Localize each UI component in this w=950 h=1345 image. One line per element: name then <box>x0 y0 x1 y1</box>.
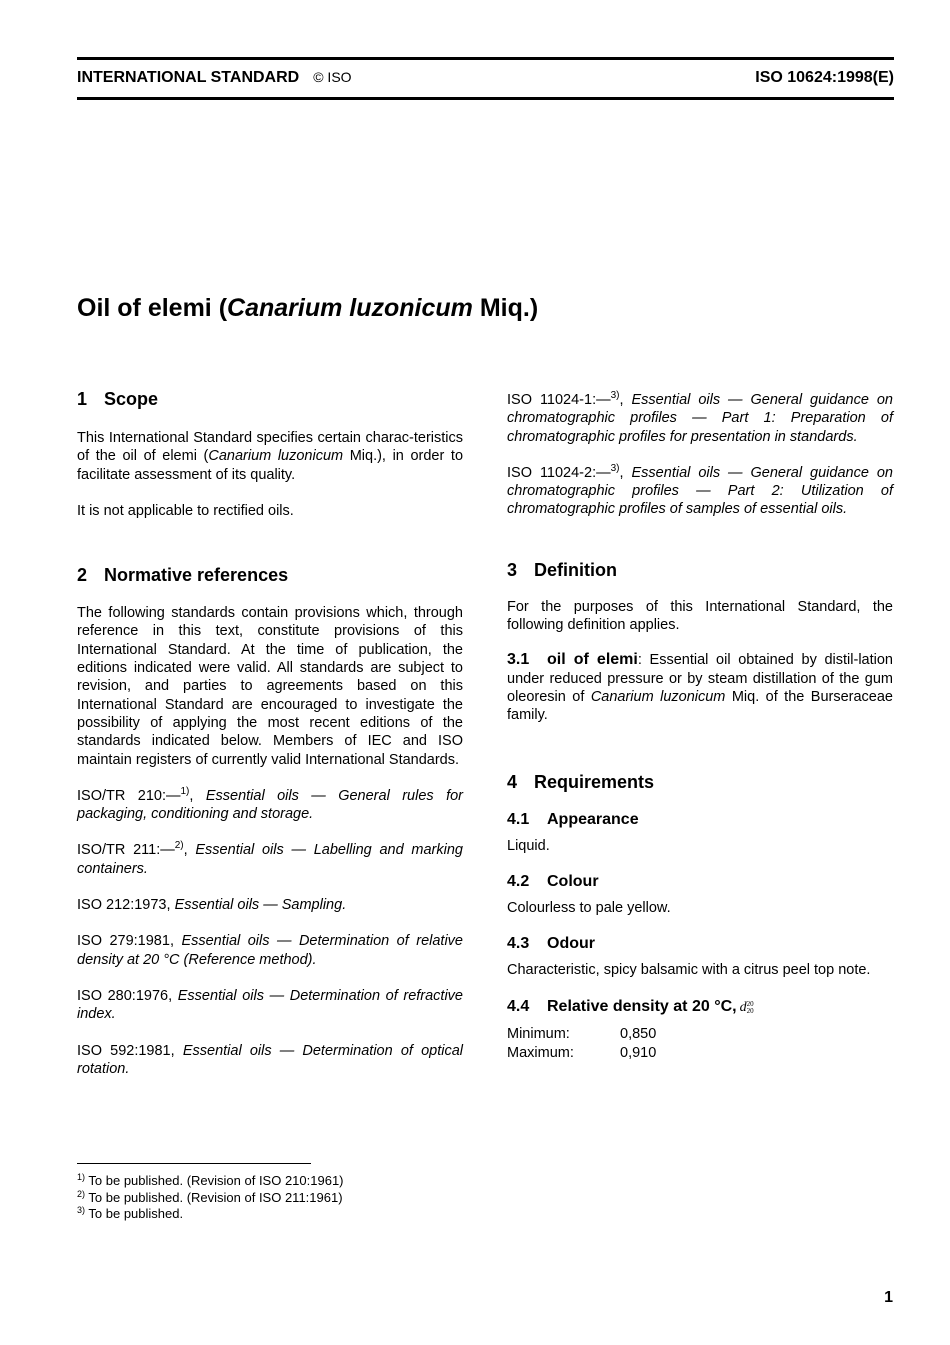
definition-intro: For the purposes of this International Standard, the following definition applies. <box>507 598 893 634</box>
appearance-text: Liquid. <box>507 837 550 854</box>
appearance-heading <box>507 810 893 830</box>
density-symbol-sup: 20 <box>746 1000 754 1009</box>
reference-item: ISO 11024-1:—$^{3)}$, Essential oils — General guidance on chromatographic profiles — Part 1: Preparation of chromatographic profiles for presentation in standards. <box>507 390 893 445</box>
reference-item: ISO 592:1981, Essential oils — Determination of optical rotation. <box>77 1042 463 1077</box>
header-standard-label <box>77 69 352 87</box>
definition-text-a: : Essential oil obtained by distil-lation under reduced pressure or by steam distillation of the gum oleoresin of <box>507 652 893 705</box>
standard-label-text: INTERNATIONAL STANDARD <box>77 69 300 86</box>
reference-title: Essential oils — Sampling. <box>174 897 347 914</box>
density-max-row <box>507 1044 893 1062</box>
density-symbol-letter: d <box>739 1000 747 1016</box>
density-min-row <box>507 1025 893 1043</box>
footnote-item <box>77 1173 344 1190</box>
scope-heading <box>77 388 463 410</box>
reference-item: ISO/TR 211:—$^{2)}$, Essential oils — Labelling and marking containers. <box>77 840 463 877</box>
footnotes <box>77 1173 344 1223</box>
reference-title: Essential oils — Determination of optical rotation. <box>77 1042 463 1077</box>
reference-code: ISO 280:1976 <box>77 987 169 1004</box>
requirements-heading-text: Requirements <box>534 771 655 792</box>
header-doc-number: ISO 10624:1998(E) <box>755 69 894 86</box>
reference-item: ISO/TR 210:—$^{1)}$, Essential oils — General rules for packaging, conditioning and storage. <box>77 785 463 823</box>
definition-heading-text: Definition <box>534 559 617 580</box>
density-min-label: Minimum: <box>507 1026 570 1043</box>
appearance-number: 4.1 <box>507 810 530 828</box>
reference-code: ISO 279:1981 <box>77 933 170 950</box>
requirements-heading <box>507 771 893 793</box>
scope-p1-b: Miq.), in order to facilitate assessment of its quality. <box>77 448 464 483</box>
left-column <box>77 388 463 1078</box>
density-min-value: 0,850 <box>620 1026 657 1043</box>
scope-number: 1 <box>77 389 88 409</box>
colour-heading <box>507 872 893 892</box>
title-prefix: Oil of elemi ( <box>77 294 228 322</box>
odour-heading <box>507 934 893 954</box>
density-symbol-indices <box>747 1001 754 1015</box>
right-column <box>507 391 893 1062</box>
footnote-rule <box>77 1163 311 1164</box>
density-number: 4.4 <box>507 998 530 1016</box>
normative-heading <box>77 564 463 586</box>
scope-p1-a: This International Standard specifies certain charac-teristics of the oil of elemi ( <box>77 430 463 465</box>
scope-paragraph-1 <box>77 429 463 484</box>
copyright-text: © ISO <box>313 69 352 85</box>
reference-item: ISO 11024-2:—$^{3)}$, Essential oils — General guidance on chromatographic profiles — Part 2: Utilization of chromatographic profiles of samples of essential oils. <box>507 462 893 518</box>
reference-note: 2) <box>174 840 184 852</box>
colour-heading-text: Colour <box>547 872 599 890</box>
footnote-item <box>77 1206 344 1223</box>
reference-code: ISO 11024-1:— <box>507 392 611 408</box>
reference-title: Essential oils — Determination of refractive index. <box>77 987 463 1023</box>
reference-title: Essential oils — General guidance on chromatographic profiles — Part 2: Utilization of chromatographic profiles of samples of essential oils. <box>507 464 893 518</box>
reference-title: Essential oils — General rules for packaging, conditioning and storage. <box>77 787 463 823</box>
scope-paragraph-2: It is not applicable to rectified oils. <box>77 502 294 519</box>
footnote-text: To be published. (Revision of ISO 211:1961) <box>88 1189 343 1205</box>
colour-number: 4.2 <box>507 872 530 890</box>
title-species: Canarium luzonicum <box>227 294 473 322</box>
density-symbol <box>740 1000 754 1015</box>
definition-species: Canarium luzonicum <box>590 688 726 705</box>
reference-title: Essential oils — Labelling and marking containers. <box>77 842 463 877</box>
density-heading-text: Relative density at 20 °C, <box>547 998 737 1016</box>
reference-code: ISO 11024-2:— <box>507 464 611 481</box>
reference-code: ISO/TR 211:— <box>77 842 175 859</box>
footnote-mark: 1) <box>77 1172 86 1182</box>
header-bottom-rule <box>77 97 894 100</box>
definition-number: 3 <box>507 559 518 580</box>
page-title <box>77 294 538 323</box>
scope-heading-text: Scope <box>104 389 159 409</box>
density-symbol-sub: 20 <box>746 1007 754 1016</box>
footnote-item <box>77 1190 344 1207</box>
normative-number: 2 <box>77 565 88 586</box>
density-heading <box>507 997 893 1018</box>
odour-text: Characteristic, spicy balsamic with a citrus peel top note. <box>507 962 871 979</box>
reference-item: ISO 212:1973, Essential oils — Sampling. <box>77 897 347 914</box>
reference-note: 1) <box>180 785 190 797</box>
odour-heading-text: Odour <box>547 935 595 953</box>
reference-item: ISO 279:1981, Essential oils — Determination of relative density at 20 °C (Reference method). <box>77 933 463 968</box>
term-name: oil of elemi <box>547 651 638 669</box>
reference-item: ISO 280:1976, Essential oils — Determination of refractive index. <box>77 987 463 1023</box>
density-max-value: 0,910 <box>620 1044 657 1061</box>
footnote-mark: 3) <box>77 1205 86 1215</box>
header-top-rule <box>77 57 894 60</box>
footnote-text: To be published. (Revision of ISO 210:1961) <box>88 1173 344 1188</box>
normative-intro: The following standards contain provisions which, through reference in this text, constitute provisions of this International Standard. At the time of publication, the editions indicated were valid. All standards are subject to revision, and parties to agreements based on this International Standard are encouraged to investigate the possibility of applying the most recent editions of the standards indicated below. Members of IEC and ISO maintain registers of currently valid International Standards. <box>77 605 463 768</box>
reference-title: Essential oils — Determination of relative density at 20 °C (Reference method). <box>77 933 463 968</box>
footnote-text: To be published. <box>88 1206 184 1221</box>
reference-note: 3) <box>610 390 620 401</box>
definition-text-b: Miq. of the Burseraceae family. <box>507 688 893 724</box>
reference-note: 3) <box>610 462 620 474</box>
title-suffix: Miq.) <box>472 294 539 322</box>
reference-title: Essential oils — General guidance on chromatographic profiles — Part 1: Preparation of chromatographic profiles for presentation in standards. <box>507 392 893 445</box>
reference-code: ISO 212:1973 <box>77 897 167 914</box>
odour-number: 4.3 <box>507 935 530 953</box>
definition-heading <box>507 559 893 581</box>
requirements-number: 4 <box>507 771 518 792</box>
normative-heading-text: Normative references <box>104 565 289 586</box>
reference-code: ISO/TR 210:— <box>77 787 181 804</box>
term-number: 3.1 <box>507 651 530 669</box>
footnote-mark: 2) <box>77 1188 86 1199</box>
scope-p1-species: Canarium luzonicum <box>208 448 344 465</box>
reference-code: ISO 592:1981 <box>77 1042 171 1059</box>
appearance-heading-text: Appearance <box>547 810 639 828</box>
density-values <box>507 1025 893 1062</box>
colour-text: Colourless to pale yellow. <box>507 899 671 916</box>
page-number: 1 <box>884 1289 893 1306</box>
definition-entry <box>507 651 893 724</box>
density-max-label: Maximum: <box>507 1044 574 1061</box>
